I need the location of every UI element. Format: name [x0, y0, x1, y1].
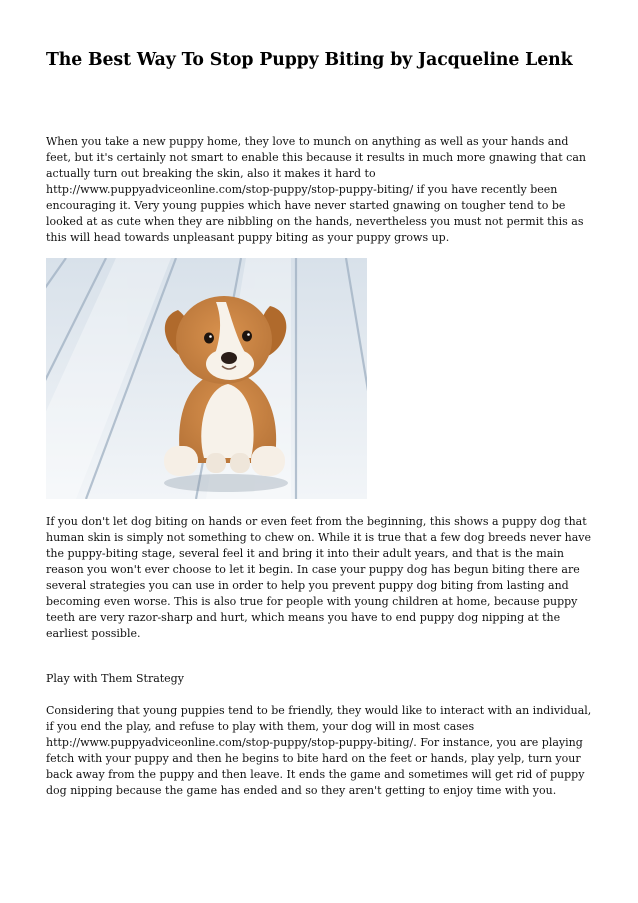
paragraph-intro: When you take a new puppy home, they love to munch on anything as well as your hands and feet, but it's certainly not smart to enable this because it results in much more gnawing that can actually turn out breaking the skin, also it makes it hard to http://www.puppyadviceonline.com/stop-puppy/stop-puppy-biting/ if you have recently been encouraging it. Very young puppies which have never started gnawing on tougher tend to be looked at as cute when they are nibbling on the hands, nevertheless you must not permit this as this will head towards unpleasant puppy biting as your puppy grows up.: [46, 135, 586, 244]
puppy-photo: [46, 258, 367, 499]
section-heading: Play with Them Strategy: [46, 672, 184, 685]
paragraph-body: If you don't let dog biting on hands or even feet from the beginning, this shows a puppy dog that human skin is simply not something to chew on. While it is true that a few dog breeds never have the puppy-biting stage, several feel it and bring it into their adult years, and that is the main reason you won't ever choose to let it begin. In case your puppy dog has begun biting there are several strategies you can use in order to help you prevent puppy dog biting from lasting and becoming even worse. This is also true for people with young children at home, because puppy teeth are very razor-sharp and hurt, which means you have to end puppy dog nipping at the earliest possible.: [46, 515, 592, 640]
document-title: The Best Way To Stop Puppy Biting by Jacqueline Lenk: [46, 50, 573, 70]
paragraph-strategy: Considering that young puppies tend to be friendly, they would like to interact with an individual, if you end the play, and refuse to play with them, your dog will in most cases http://www.puppyadviceonline.com/stop-puppy/stop-puppy-biting/. For instance, you are playing fetch with your puppy and then he begins to bite hard on the feet or hands, play yelp, turn your back away from the puppy and then leave. It ends the game and sometimes will get rid of puppy dog nipping because the game has ended and so they aren't getting to enjoy time with you.: [46, 704, 592, 797]
